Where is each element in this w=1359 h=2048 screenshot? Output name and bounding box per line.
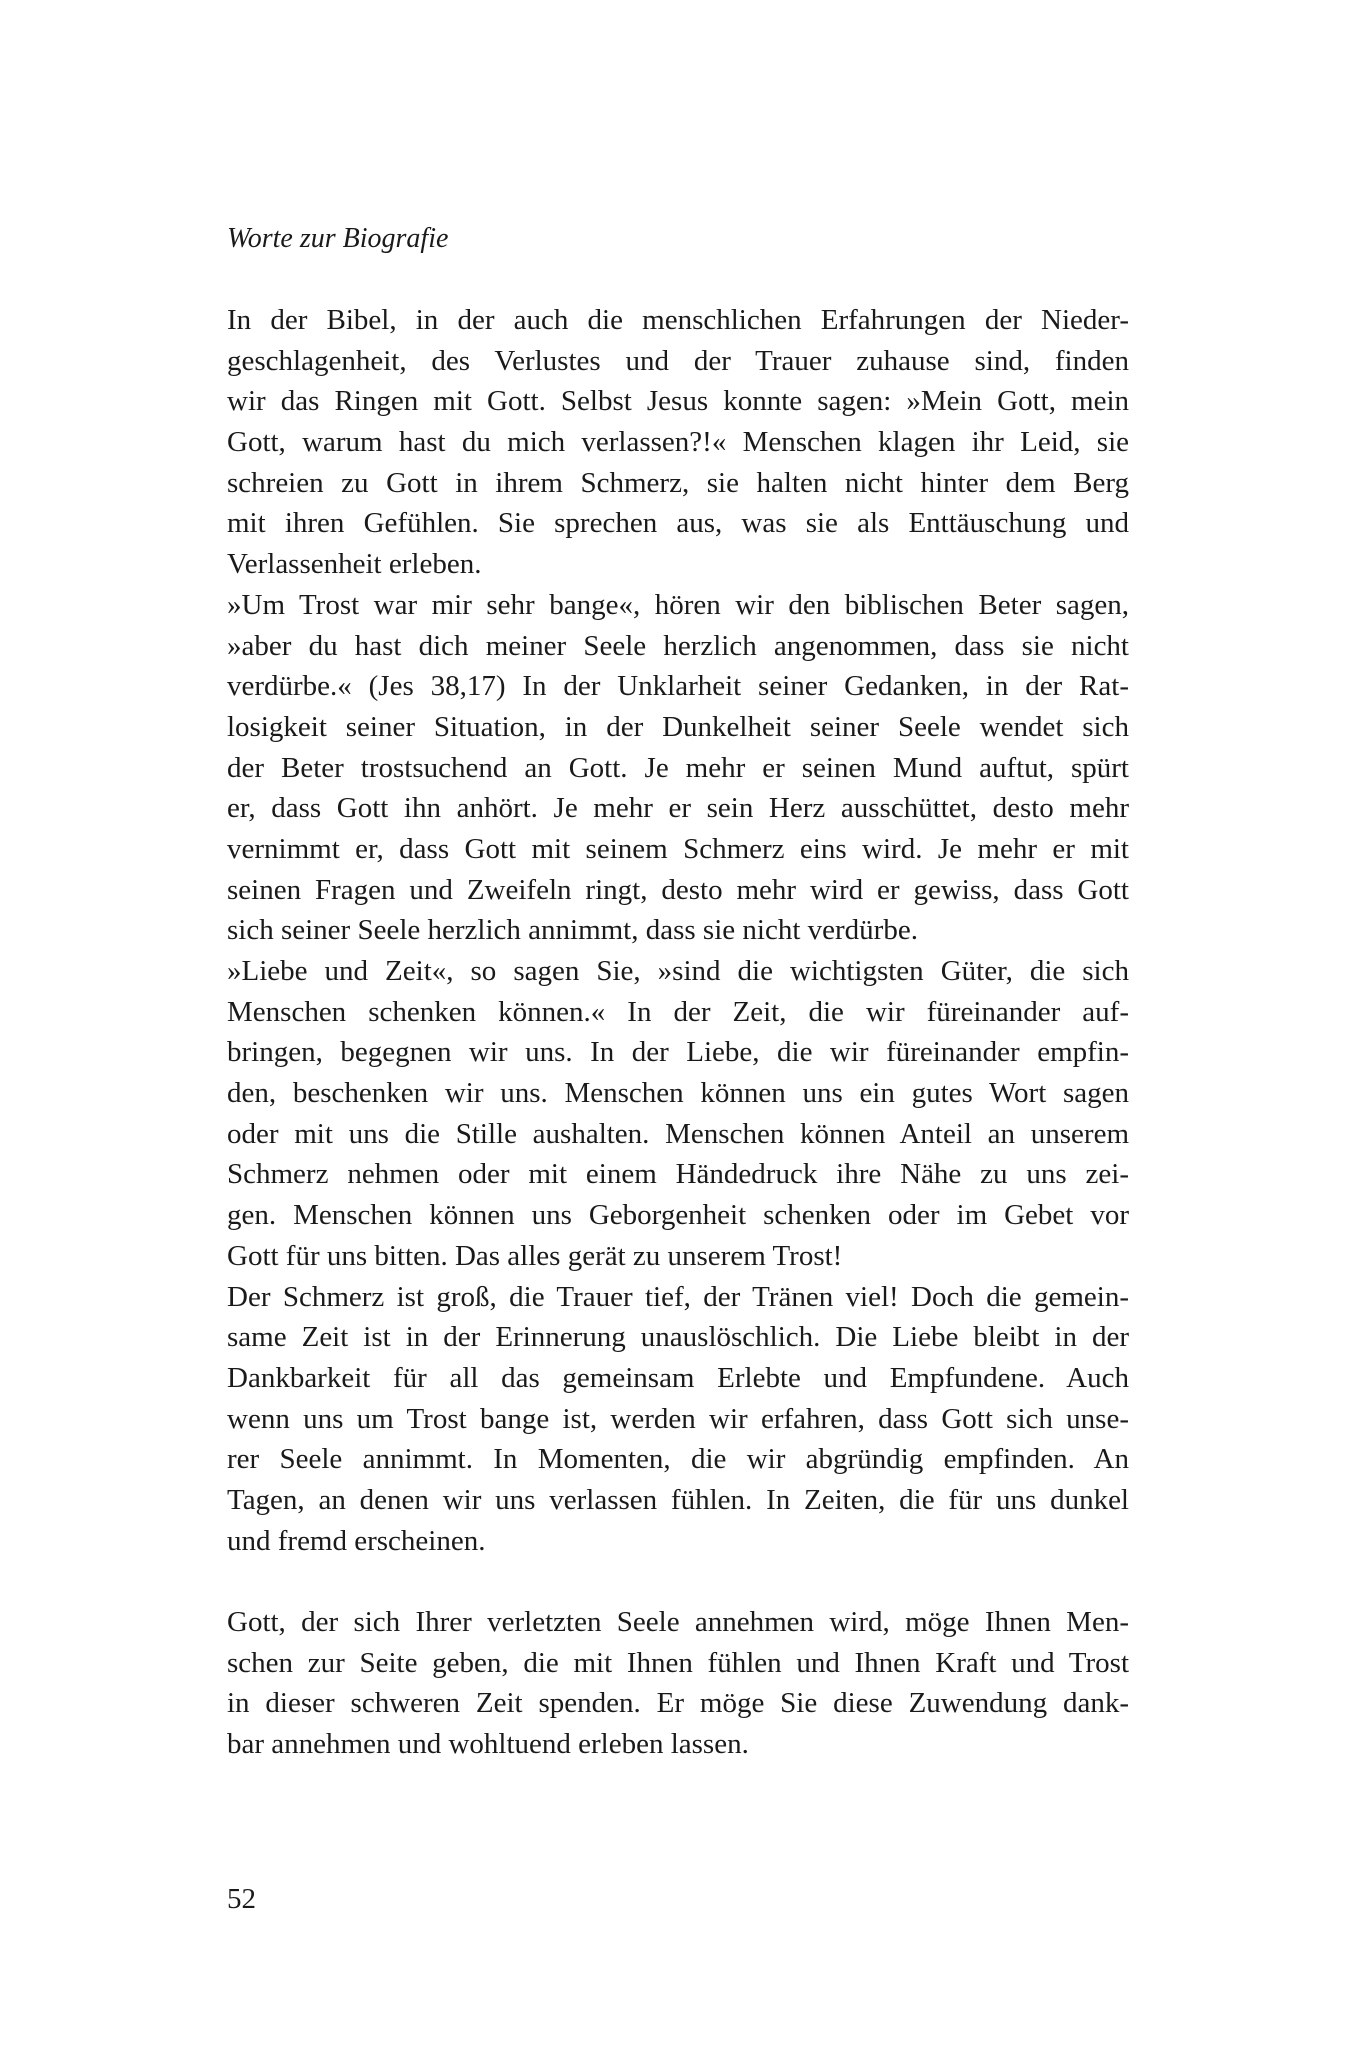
text-line: und fremd erscheinen. xyxy=(227,1524,486,1557)
text-line: Tagen, an denen wir uns verlassen fühlen. In Zeiten, die für uns dunkel xyxy=(227,1483,1129,1516)
text-line: same Zeit ist in der Erinnerung unauslöschlich. Die Liebe bleibt in der xyxy=(227,1321,1129,1354)
text-line: In der Bibel, in der auch die menschlichen Erfahrungen der Nieder- xyxy=(227,304,1129,336)
text-line: geschlagenheit, des Verlustes und der Trauer zuhause sind, finden xyxy=(227,344,1129,377)
text-line: in dieser schweren Zeit spenden. Er möge Sie diese Zuwendung dank- xyxy=(227,1687,1129,1720)
text-line: bringen, begegnen wir uns. In der Liebe, die wir füreinander empfin- xyxy=(227,1036,1129,1069)
text-line: wenn uns um Trost bange ist, werden wir erfahren, dass Gott sich unse- xyxy=(227,1402,1129,1435)
text-line: Gott, warum hast du mich verlassen?!« Menschen klagen ihr Leid, sie xyxy=(227,426,1129,459)
text-line: er, dass Gott ihn anhört. Je mehr er sein Herz ausschüttet, desto mehr xyxy=(227,792,1129,825)
text-line: wir das Ringen mit Gott. Selbst Jesus konnte sagen: »Mein Gott, mein xyxy=(227,385,1129,418)
text-line: der Beter trostsuchend an Gott. Je mehr er seinen Mund auftut, spürt xyxy=(227,751,1129,784)
text-line: verdürbe.« (Jes 38,17) In der Unklarheit seiner Gedanken, in der Rat- xyxy=(227,670,1129,703)
text-line: mit ihren Gefühlen. Sie sprechen aus, was sie als Enttäuschung und xyxy=(227,507,1129,540)
text-line: Schmerz nehmen oder mit einem Händedruck ihre Nähe zu uns zei- xyxy=(227,1158,1129,1191)
text-line: gen. Menschen können uns Geborgenheit schenken oder im Gebet vor xyxy=(227,1199,1129,1232)
text-line: Dankbarkeit für all das gemeinsam Erlebte und Empfundene. Auch xyxy=(227,1361,1129,1394)
text-line: Verlassenheit erleben. xyxy=(227,548,482,581)
text-line: Gott für uns bitten. Das alles gerät zu unserem Trost! xyxy=(227,1239,843,1272)
text-line: Der Schmerz ist groß, die Trauer tief, der Tränen viel! Doch die gemein- xyxy=(227,1280,1129,1313)
paragraph-1 xyxy=(227,300,1129,585)
text-line: oder mit uns die Stille aushalten. Menschen können Anteil an unserem xyxy=(227,1117,1129,1150)
page-number: 52 xyxy=(227,1883,256,1915)
paragraph-2 xyxy=(227,585,1129,951)
text-line: »aber du hast dich meiner Seele herzlich angenommen, dass sie nicht xyxy=(227,629,1129,662)
paragraph-spacer xyxy=(227,1561,1129,1602)
text-line: rer Seele annimmt. In Momenten, die wir abgründig empfinden. An xyxy=(227,1443,1129,1476)
text-line: schreien zu Gott in ihrem Schmerz, sie halten nicht hinter dem Berg xyxy=(227,466,1129,499)
paragraph-4 xyxy=(227,1277,1129,1562)
text-line: »Um Trost war mir sehr bange«, hören wir den biblischen Beter sagen, xyxy=(227,588,1129,621)
text-line: sich seiner Seele herzlich annimmt, dass sie nicht verdürbe. xyxy=(227,914,918,947)
text-line: den, beschenken wir uns. Menschen können uns ein gutes Wort sagen xyxy=(227,1077,1129,1110)
text-line: vernimmt er, dass Gott mit seinem Schmerz eins wird. Je mehr er mit xyxy=(227,832,1129,865)
text-line: losigkeit seiner Situation, in der Dunkelheit seiner Seele wendet sich xyxy=(227,710,1129,743)
text-line: »Liebe und Zeit«, so sagen Sie, »sind die wichtigsten Güter, die sich xyxy=(227,955,1129,987)
paragraph-3 xyxy=(227,951,1129,1277)
text-line: seinen Fragen und Zweifeln ringt, desto mehr wird er gewiss, dass Gott xyxy=(227,873,1129,906)
text-line: schen zur Seite geben, die mit Ihnen fühlen und Ihnen Kraft und Trost xyxy=(227,1646,1129,1679)
running-head: Worte zur Biografie xyxy=(227,223,449,254)
text-line: bar annehmen und wohltuend erleben lassen. xyxy=(227,1728,749,1761)
text-line: Menschen schenken können.« In der Zeit, die wir füreinander auf- xyxy=(227,995,1129,1028)
paragraph-5 xyxy=(227,1602,1129,1765)
body-text xyxy=(227,300,1129,1765)
text-line: Gott, der sich Ihrer verletzten Seele annehmen wird, möge Ihnen Men- xyxy=(227,1606,1129,1638)
